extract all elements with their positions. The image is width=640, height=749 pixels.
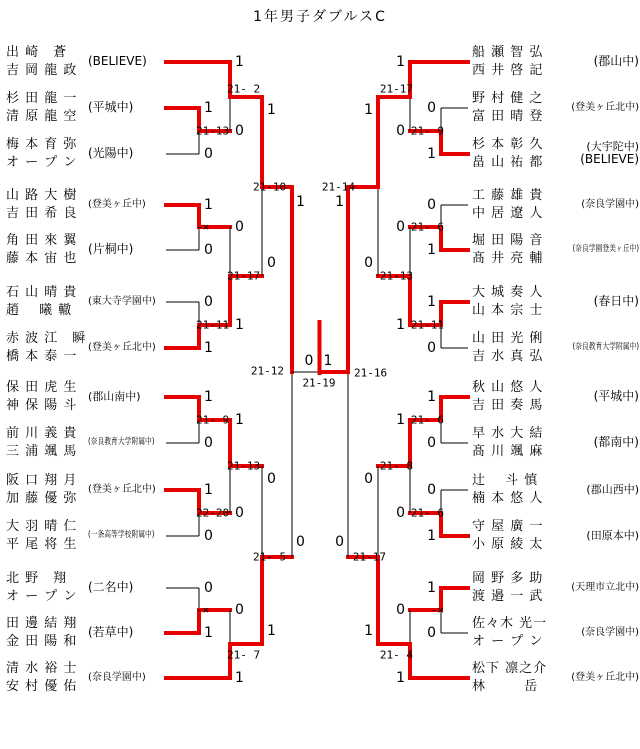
player-name: 大 羽 晴 仁: [6, 519, 78, 534]
player-name: 加 藤 優 弥: [6, 491, 78, 506]
match-score: -×: [196, 603, 210, 617]
team-affiliation: [566, 44, 639, 80]
team-players: [472, 518, 572, 554]
player-name: 楠 本 悠 人: [472, 491, 544, 506]
match-score: -×: [196, 220, 210, 234]
player-name: 安 村 優 佑: [6, 679, 78, 694]
player-name: 吉 水 真 弘: [472, 349, 544, 364]
match-score: 21-14: [321, 180, 355, 194]
match-result-digit: 0: [396, 602, 405, 618]
player-name: 山 路 大 樹: [6, 188, 78, 203]
match-result-digit: 0: [427, 435, 436, 451]
match-result-digit: 1: [235, 54, 244, 70]
match-score: 21- 9: [410, 124, 444, 138]
player-name: 西 井 啓 記: [472, 63, 544, 78]
player-name: 渡 邉 一 武: [472, 589, 544, 604]
player-name: 山 田 光 俐: [472, 331, 544, 346]
player-name: 山 本 宗 士: [472, 303, 544, 318]
team-affiliation: [566, 136, 639, 172]
team-players: [472, 472, 572, 508]
affiliation-label: (登美ヶ丘北中): [571, 102, 639, 114]
match-result-digit: 1: [427, 242, 436, 258]
affiliation-label: (BELIEVE): [580, 152, 639, 167]
affiliation-label: (平城中): [88, 100, 134, 115]
player-name: 大 城 奏 人: [472, 285, 544, 300]
player-name: 髙 川 颯 麻: [472, 444, 544, 459]
match-result-digit: 0: [364, 255, 373, 271]
affiliation-label: (登美ヶ丘北中): [88, 342, 156, 354]
match-score: 21- 6: [410, 506, 444, 520]
match-result-digit: 1: [427, 146, 436, 162]
match-score: 22-20: [196, 506, 230, 520]
player-name: 三 浦 颯 馬: [6, 444, 78, 459]
match-result-digit: 1: [427, 528, 436, 544]
player-name: 佐々木 光一: [472, 616, 548, 631]
match-result-digit: 1: [235, 317, 244, 333]
affiliation-label: (光陽中): [88, 146, 134, 161]
team-entry: [0, 472, 640, 508]
player-name: 工 藤 雄 貴: [472, 188, 544, 203]
match-result-digit: 0: [204, 528, 213, 544]
player-name: 中 居 遼 人: [472, 206, 544, 221]
match-result-digit: 1: [204, 482, 213, 498]
affiliation-label: (BELIEVE): [88, 54, 147, 69]
affiliation-label: (登美ヶ丘中): [88, 199, 146, 211]
match-result-digit: 0: [427, 100, 436, 116]
team-entry: [0, 425, 640, 461]
match-result-digit: 1: [267, 102, 276, 118]
player-name: 辻 斗 慎: [472, 473, 539, 488]
player-name: 秋 山 悠 人: [472, 380, 544, 395]
team-entry: [0, 615, 640, 651]
affiliation-label: (奈良学園中): [88, 672, 146, 684]
match-result-digit: 0: [396, 505, 405, 521]
match-score: 21- 6: [410, 220, 444, 234]
match-result-digit: 1: [204, 340, 213, 356]
match-result-digit: 0: [235, 602, 244, 618]
team-entry: [0, 518, 640, 554]
player-name: 林 岳: [472, 679, 539, 694]
match-result-digit: 0: [235, 123, 244, 139]
team-affiliation: [566, 425, 639, 461]
match-score: 21- 5: [253, 550, 287, 564]
team-affiliation: [566, 615, 639, 651]
match-result-digit: 1: [204, 389, 213, 405]
player-name: 保 田 虎 生: [6, 380, 78, 395]
match-result-digit: 0: [267, 471, 276, 487]
final-result-digit: 0: [304, 353, 314, 369]
affiliation-label: (登美ヶ丘北中): [88, 484, 156, 496]
match-result-digit: 1: [364, 623, 373, 639]
match-result-digit: 0: [335, 534, 344, 550]
player-name: 早 水 大 結: [472, 426, 544, 441]
match-result-digit: 0: [267, 255, 276, 271]
match-score: 21-12: [250, 364, 284, 378]
team-players: [472, 330, 572, 366]
team-entry: [0, 90, 640, 126]
player-name: 田 邊 結 翔: [6, 616, 78, 631]
player-name: 趙 曦 轍: [6, 303, 73, 318]
match-result-digit: 1: [296, 194, 305, 210]
team-players: [472, 284, 572, 320]
player-name: 角 田 來 翼: [6, 233, 78, 248]
player-name: 出 崎 蒼: [6, 45, 68, 60]
match-result-digit: 1: [235, 670, 244, 686]
match-result-digit: 0: [427, 197, 436, 213]
team-affiliation: [566, 660, 639, 696]
match-score: 21-11: [410, 318, 444, 332]
player-name: 髙 井 亮 輔: [472, 251, 544, 266]
affiliation-label: (平城中): [593, 389, 639, 404]
team-players: [472, 136, 572, 172]
player-name: 阪 口 翔 月: [6, 473, 78, 488]
team-players: [472, 232, 572, 268]
affiliation-label: (田原本中): [586, 528, 639, 542]
affiliation-label: (奈良学園中): [581, 199, 639, 211]
player-name: 杉 本 彰 久: [472, 137, 544, 152]
match-score: 21- 8: [379, 459, 413, 473]
match-result-digit: 0: [427, 482, 436, 498]
match-result-digit: 1: [204, 100, 213, 116]
player-name: 富 田 晴 登: [472, 109, 544, 124]
team-entry: [0, 44, 640, 80]
match-result-digit: 0: [235, 219, 244, 235]
team-affiliation: [566, 187, 639, 223]
match-result-digit: 1: [427, 389, 436, 405]
match-score: 21-16: [354, 366, 388, 380]
match-score: 21-17: [352, 550, 386, 564]
player-name: 石 山 晴 貴: [6, 285, 78, 300]
affiliation-label: (奈良教育大学附属中): [572, 342, 639, 353]
player-name: オ ー プ ン: [6, 589, 78, 604]
affiliation-label: (東大寺学園中): [88, 296, 156, 308]
player-name: 橋 本 泰 一: [6, 349, 78, 364]
team-affiliation: [566, 518, 639, 554]
team-players: [472, 90, 572, 126]
team-players: [472, 615, 572, 651]
match-result-digit: 1: [427, 294, 436, 310]
team-affiliation: [566, 90, 639, 126]
match-result-digit: 0: [396, 219, 405, 235]
match-score: 21-10: [253, 180, 287, 194]
team-entry: [0, 232, 640, 271]
player-name: 杉 田 龍 一: [6, 91, 78, 106]
affiliation-label: (郡山中): [593, 54, 639, 69]
affiliation-label: (片桐中): [88, 242, 134, 257]
match-result-digit: 0: [364, 471, 373, 487]
match-result-digit: 1: [204, 197, 213, 213]
team-players: [472, 570, 572, 606]
match-score: 21-13: [227, 459, 261, 473]
match-result-digit: 0: [204, 146, 213, 162]
player-name: 小 原 綾 太: [472, 537, 544, 552]
final-score: 21-19: [302, 376, 336, 390]
match-result-digit: 1: [396, 317, 405, 333]
match-score: 21- 2: [227, 82, 261, 96]
player-name: 清 水 裕 士: [6, 661, 78, 676]
player-name: 吉 田 希 良: [6, 206, 78, 221]
match-score: 21- 6: [410, 413, 444, 427]
affiliation-label: (郡山南中): [88, 389, 141, 403]
player-name: 吉 田 奏 馬: [472, 398, 544, 413]
team-affiliation: [572, 330, 639, 366]
affiliation-label: (天理市立北中): [571, 582, 639, 594]
affiliation-label: (郡山西中): [586, 482, 639, 496]
team-affiliation: [572, 232, 639, 268]
affiliation-label: (奈良教育大学附属中): [88, 437, 155, 448]
team-entry: [0, 187, 640, 223]
affiliation-label: (若草中): [88, 625, 134, 640]
player-name: オ ー プ ン: [6, 155, 78, 170]
match-score: 21-17: [379, 82, 413, 96]
match-result-digit: 0: [296, 534, 305, 550]
match-score: 21-13: [196, 124, 230, 138]
match-score: -×: [430, 603, 444, 617]
player-name: 堀 田 陽 音: [472, 233, 544, 248]
player-name: 松下 凛之介: [472, 661, 548, 676]
player-name: 赤 波 江 瞬: [6, 331, 87, 346]
affiliation-label: (大宇陀中): [586, 139, 639, 153]
player-name: 畠 山 祐 都: [472, 155, 544, 170]
match-result-digit: 0: [204, 294, 213, 310]
match-result-digit: 0: [204, 435, 213, 451]
team-affiliation: [566, 570, 639, 606]
player-name: オ ー プ ン: [472, 634, 544, 649]
player-name: 岡 野 多 助: [472, 571, 544, 586]
final-result-digit: 1: [323, 353, 333, 369]
player-name: 清 原 龍 空: [6, 109, 78, 124]
match-result-digit: 1: [396, 670, 405, 686]
match-result-digit: 0: [204, 580, 213, 596]
team-entry: [0, 136, 640, 172]
match-result-digit: 1: [335, 194, 344, 210]
match-result-digit: 1: [396, 54, 405, 70]
player-name: 梅 本 育 弥: [6, 137, 78, 152]
match-result-digit: 0: [427, 625, 436, 641]
player-name: 野 村 健 之: [472, 91, 544, 106]
match-score: 21- 7: [227, 648, 261, 662]
match-result-digit: 1: [364, 102, 373, 118]
match-score: 21-13: [379, 269, 413, 283]
match-score: 21-17: [227, 269, 261, 283]
team-players: [472, 44, 572, 80]
player-name: 藤 本 宙 也: [6, 251, 78, 266]
player-name: 船 瀬 智 弘: [472, 45, 544, 60]
affiliation-label: (登美ヶ丘北中): [571, 672, 639, 684]
match-result-digit: 0: [396, 123, 405, 139]
match-score: 21- 4: [379, 648, 413, 662]
team-entry: [0, 330, 640, 369]
match-result-digit: 0: [235, 505, 244, 521]
match-result-digit: 0: [204, 242, 213, 258]
player-name: 北 野 翔: [6, 571, 68, 586]
affiliation-label: (奈良学園中): [581, 627, 639, 639]
match-result-digit: 1: [396, 412, 405, 428]
match-result-digit: 0: [427, 340, 436, 356]
team-players: [472, 379, 572, 415]
team-players: [472, 660, 572, 696]
player-name: 金 田 陽 和: [6, 634, 78, 649]
affiliation-label: (一条高等学校附属中): [88, 530, 155, 541]
team-players: [472, 425, 572, 461]
player-name: 守 屋 廣 一: [472, 519, 544, 534]
match-result-digit: 1: [235, 412, 244, 428]
affiliation-label: (奈良学園登美ヶ丘中): [572, 244, 639, 255]
match-result-digit: 1: [204, 625, 213, 641]
team-affiliation: [566, 379, 639, 415]
team-entry: [0, 284, 640, 320]
team-entry: [0, 660, 640, 696]
team-affiliation: [566, 284, 639, 320]
match-score: 21- 9: [196, 413, 230, 427]
team-entry: [0, 570, 640, 606]
affiliation-label: (春日中): [593, 294, 639, 309]
team-affiliation: [566, 472, 639, 508]
player-name: 前 川 義 貴: [6, 426, 78, 441]
match-result-digit: 1: [267, 623, 276, 639]
team-players: [472, 187, 572, 223]
player-name: 平 尾 将 生: [6, 537, 78, 552]
affiliation-label: (二名中): [88, 580, 134, 595]
player-name: 吉 岡 龍 政: [6, 63, 78, 78]
match-score: 21-11: [196, 318, 230, 332]
affiliation-label: (都南中): [593, 435, 639, 450]
player-name: 神 保 陽 斗: [6, 398, 78, 413]
match-result-digit: 1: [427, 580, 436, 596]
page-title: 1年男子ダブルスC: [253, 9, 387, 25]
